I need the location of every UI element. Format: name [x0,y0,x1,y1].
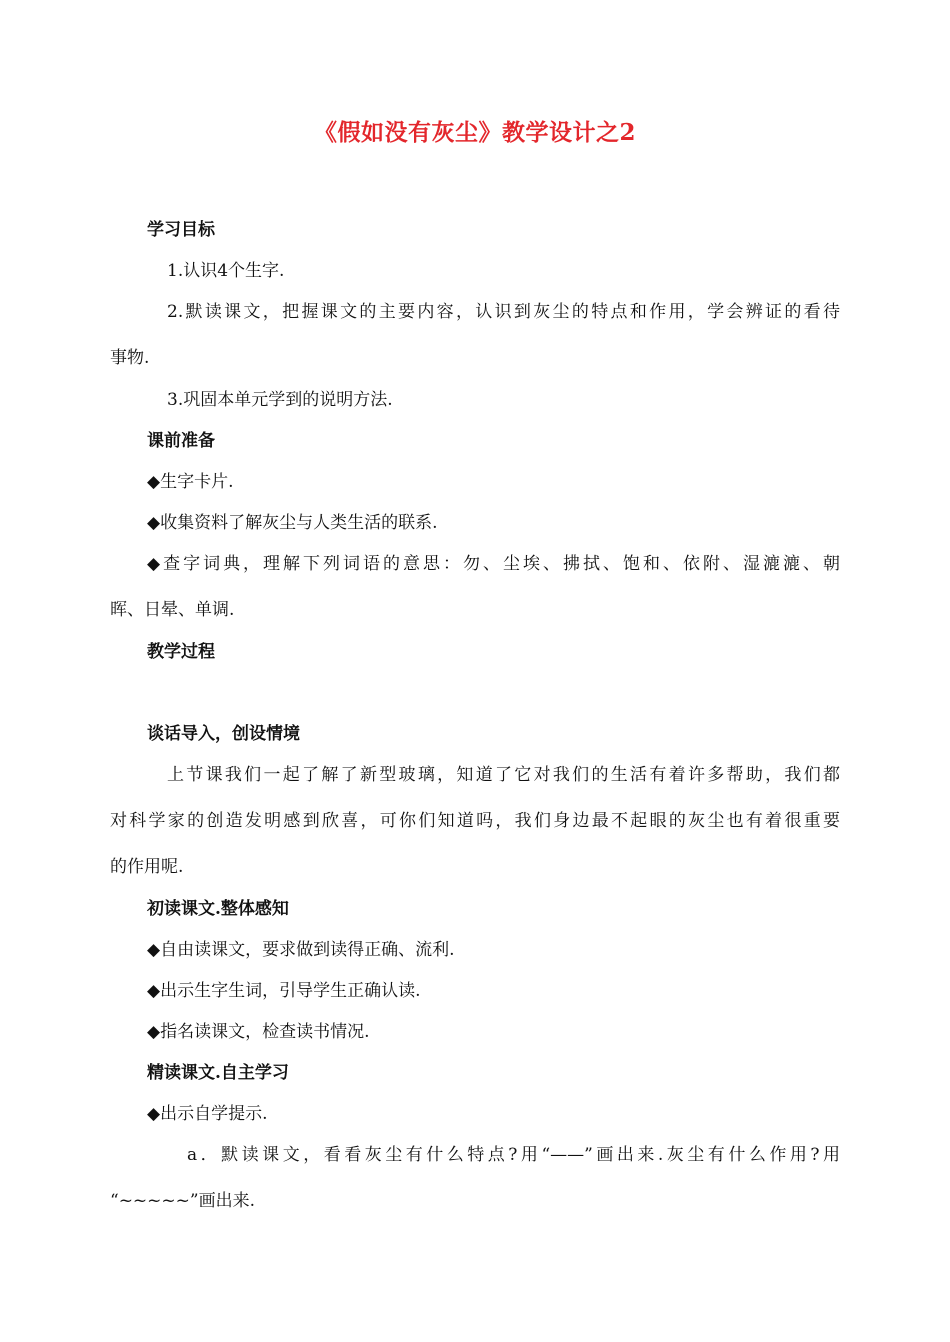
document-title: 《假如没有灰尘》教学设计之2 [313,119,636,146]
close-read-prompt-a-cont: “~~~~~”画出来. [110,1191,256,1211]
intro-paragraph-line-1: 上节课我们一起了解了新型玻璃，知道了它对我们的生活有着许多帮助，我们都 [167,765,840,785]
goal-item-2-cont: 事物. [110,348,150,368]
close-read-item-1: ◆出示自学提示. [147,1104,268,1124]
intro-paragraph-line-3: 的作用呢. [110,857,184,877]
prep-item-2: ◆收集资料了解灰尘与人类生活的联系. [147,513,438,533]
first-read-item-3: ◆指名读课文，检查读书情况. [147,1022,370,1042]
heading-teaching-process: 教学过程 [147,642,215,662]
heading-preparation: 课前准备 [147,431,215,451]
prep-item-1: ◆生字卡片. [147,472,234,492]
goal-item-3: 3.巩固本单元学到的说明方法. [167,390,393,410]
heading-intro: 谈话导入，创设情境 [147,724,300,744]
close-read-prompt-a: a．默读课文，看看灰尘有什么特点?用“——”画出来.灰尘有什么作用?用 [187,1145,840,1165]
intro-paragraph-line-2: 对科学家的创造发明感到欣喜，可你们知道吗，我们身边最不起眼的灰尘也有着很重要 [110,811,840,831]
heading-close-reading: 精读课文.自主学习 [147,1063,289,1083]
prep-item-3: ◆查字词典，理解下列词语的意思：勿、尘埃、拂拭、饱和、依附、湿漉漉、朝 [147,554,840,574]
first-read-item-2: ◆出示生字生词，引导学生正确认读. [147,981,421,1001]
prep-item-3-cont: 晖、日晕、单调. [110,600,235,620]
heading-learning-goals: 学习目标 [147,220,215,240]
heading-first-reading: 初读课文.整体感知 [147,899,289,919]
first-read-item-1: ◆自由读课文，要求做到读得正确、流利. [147,940,455,960]
goal-item-2: 2.默读课文，把握课文的主要内容，认识到灰尘的特点和作用，学会辨证的看待 [167,302,840,322]
goal-item-1: 1.认识4个生字. [167,261,285,281]
